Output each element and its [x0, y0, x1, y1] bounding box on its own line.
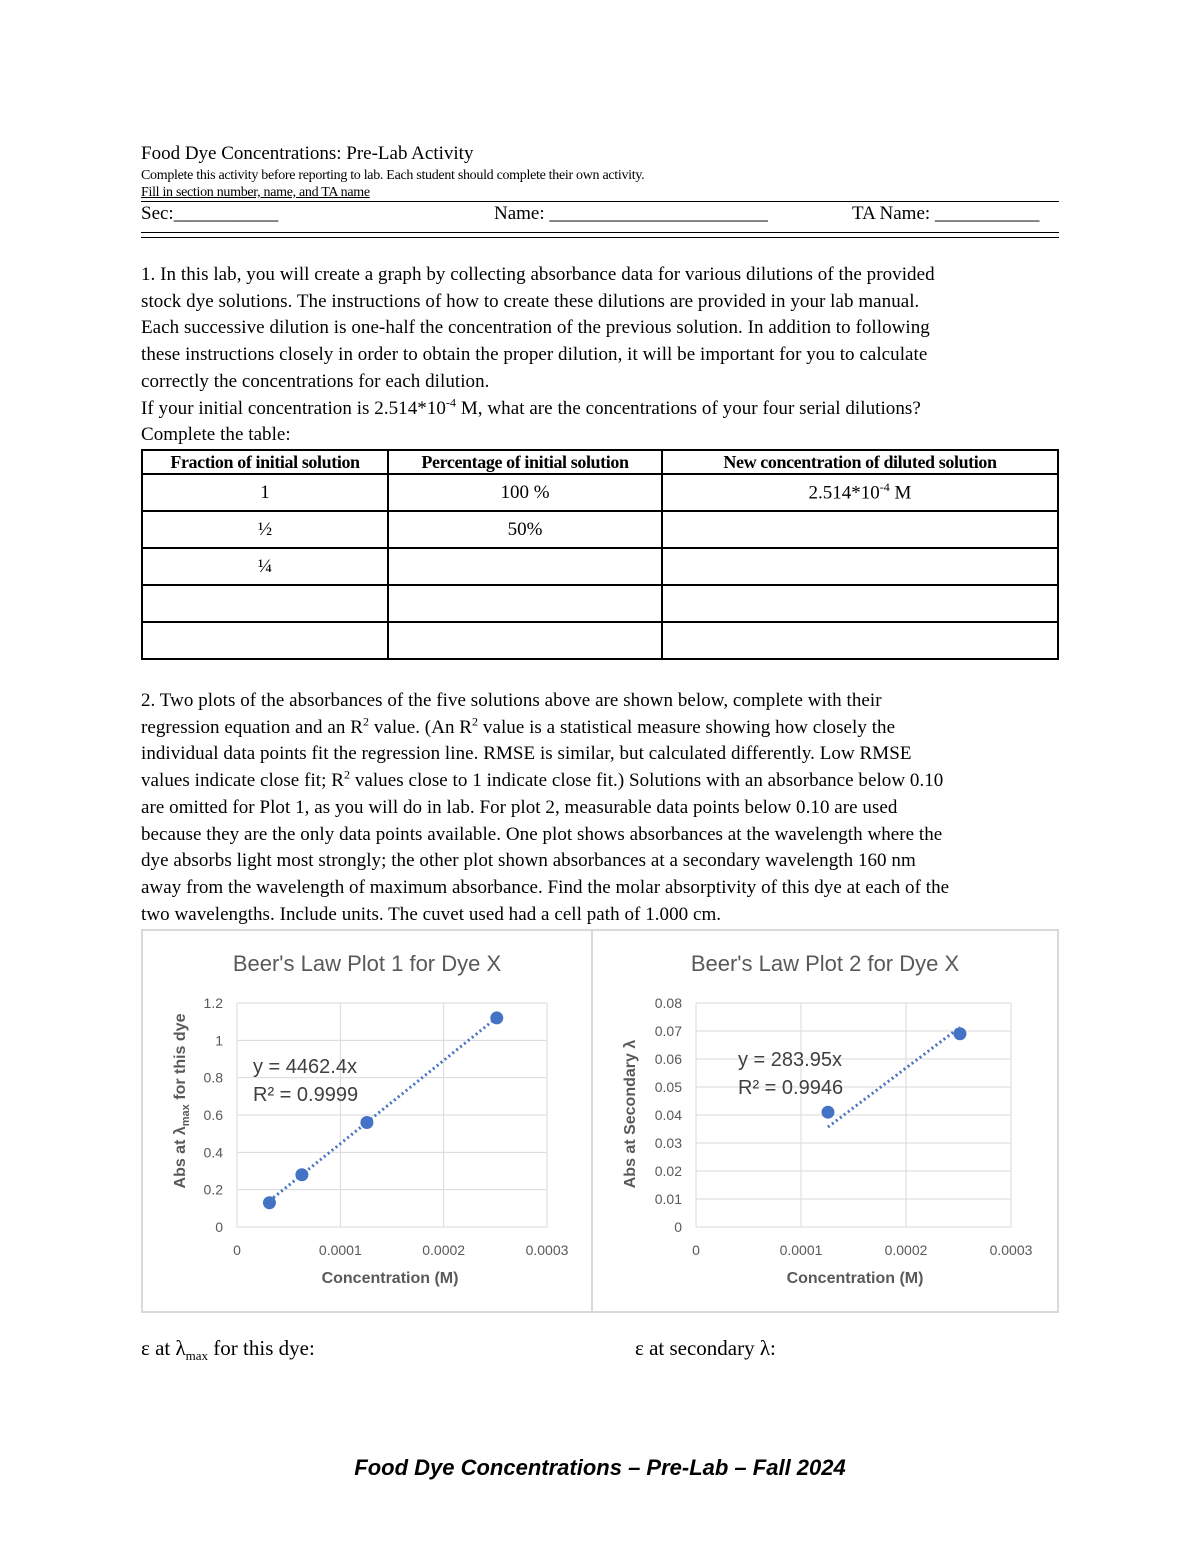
- y-tick-label: 0.05: [654, 1079, 682, 1095]
- chart-title: Beer's Law Plot 1 for Dye X: [232, 951, 502, 976]
- chart-plot-2-svg: [593, 931, 1057, 1311]
- q2-text: values indicate close fit; R: [141, 770, 344, 792]
- y-label-sub: max: [180, 1104, 192, 1127]
- prompt-text: for this dye:: [208, 1336, 315, 1360]
- superscript: 2: [343, 767, 351, 782]
- y-tick-label: 0.07: [654, 1023, 682, 1039]
- x-tick-label: 0.0001: [779, 1242, 823, 1258]
- data-point: [821, 1106, 834, 1119]
- y-tick-label: 0.6: [203, 1107, 223, 1123]
- q1-line: [141, 396, 1066, 423]
- y-tick-label: 0.01: [654, 1191, 682, 1207]
- table-row: [142, 511, 1058, 548]
- question-1: [141, 262, 1066, 449]
- divider: [141, 201, 1059, 202]
- data-point: [490, 1011, 503, 1024]
- q1-line: these instructions closely in order to obtain the proper dilution, it will be important for you to calculate: [141, 344, 928, 366]
- table-cell-input[interactable]: [388, 585, 662, 622]
- trendline-equation: y = 4462.4x: [253, 1056, 357, 1078]
- y-tick-label: 0.03: [654, 1135, 682, 1151]
- data-point: [953, 1027, 966, 1040]
- table-cell: 100 %: [388, 474, 662, 511]
- footer: Food Dye Concentrations – Pre-Lab – Fall 2024: [354, 1455, 846, 1480]
- q2-text: values close to 1 indicate close fit.) Solutions with an absorbance below 0.10: [350, 770, 944, 792]
- q2-line: because they are the only data points available. One plot shows absorbances at the wavelength where the: [141, 823, 943, 845]
- trendline-equation: y = 283.95x: [738, 1049, 842, 1071]
- table-cell: [662, 474, 1058, 511]
- r-squared-label: R² = 0.9999: [253, 1084, 359, 1106]
- table-row: [142, 548, 1058, 585]
- r-squared-label: R² = 0.9946: [738, 1077, 844, 1099]
- cell-text: M: [889, 482, 912, 504]
- q2-line: two wavelengths. Include units. The cuvet used had a cell path of 1.000 cm.: [141, 903, 722, 925]
- exponent: -4: [879, 480, 890, 495]
- chart-marks: [821, 1027, 966, 1127]
- table-cell-input[interactable]: [662, 548, 1058, 585]
- q1-line: stock dye solutions. The instructions of how to create these dilutions are provided in your lab manual.: [141, 290, 920, 312]
- exponent: -4: [445, 395, 457, 410]
- y-axis-label: [172, 1013, 192, 1188]
- q1-text: M, what are the concentrations of your four serial dilutions?: [456, 397, 921, 419]
- q2-text: value is a statistical measure showing how closely the: [478, 716, 896, 738]
- dilution-table: [141, 449, 1059, 660]
- table-cell-input[interactable]: [388, 622, 662, 659]
- prompt-text: ε at λ: [141, 1336, 186, 1360]
- y-tick-label: 1: [215, 1032, 223, 1049]
- superscript: 2: [472, 714, 479, 729]
- page-title: Food Dye Concentrations: Pre-Lab Activity: [141, 143, 474, 164]
- table-cell-input[interactable]: [142, 622, 388, 659]
- table-cell: ½: [142, 511, 388, 548]
- table-row: [142, 622, 1058, 659]
- chart-plot-1-svg: [143, 931, 591, 1311]
- name-field[interactable]: Name: _______________________: [494, 203, 768, 224]
- q2-line: [141, 715, 1066, 742]
- y-tick-label: 0.04: [654, 1107, 682, 1123]
- y-tick-label: 0.08: [654, 995, 682, 1011]
- y-label-part: Abs at λ: [172, 1126, 189, 1189]
- table-cell-input[interactable]: [388, 548, 662, 585]
- question-2: [141, 688, 1066, 928]
- prompt-sub: max: [185, 1348, 209, 1364]
- instructions-text: Complete this activity before reporting to lab. Each student should complete their own activity.: [141, 168, 645, 183]
- table-cell-input[interactable]: [662, 511, 1058, 548]
- y-tick-label: 0.4: [203, 1144, 223, 1161]
- y-tick-label: 1.2: [203, 995, 223, 1011]
- student-info-row: [141, 203, 1059, 231]
- table-cell: ¼: [142, 548, 388, 585]
- x-tick-label: 0.0002: [422, 1242, 466, 1258]
- table-row: [142, 585, 1058, 622]
- data-point: [360, 1116, 373, 1129]
- q1-line: correctly the concentrations for each dilution.: [141, 370, 490, 392]
- table-cell: 1: [142, 474, 388, 511]
- double-divider: [141, 232, 1059, 238]
- section-field[interactable]: Sec:___________: [141, 203, 279, 224]
- table-cell-input[interactable]: [142, 585, 388, 622]
- superscript: 2: [362, 714, 370, 729]
- q2-text: regression equation and an R: [141, 716, 363, 738]
- q2-line: 2. Two plots of the absorbances of the five solutions above are shown below, complete with their: [141, 690, 882, 711]
- epsilon-secondary-prompt[interactable]: ε at secondary λ:: [635, 1336, 776, 1360]
- table-header-row: [142, 450, 1058, 474]
- y-tick-label: 0: [215, 1219, 223, 1235]
- q1-line: Complete the table:: [141, 424, 291, 446]
- x-tick-label: 0.0003: [525, 1242, 569, 1258]
- q2-line: away from the wavelength of maximum absorbance. Find the molar absorptivity of this dye at each of the: [141, 876, 950, 898]
- grid: [204, 995, 569, 1258]
- q2-line: [141, 768, 1066, 795]
- column-header: Fraction of initial solution: [142, 450, 388, 474]
- x-tick-label: 0.0001: [318, 1242, 362, 1258]
- y-tick-label: 0.06: [654, 1051, 682, 1067]
- chart-marks: [263, 1011, 503, 1209]
- q2-line: dye absorbs light most strongly; the other plot shown absorbances at a secondary wavelength 160 nm: [141, 850, 916, 872]
- trendline: [828, 1027, 960, 1127]
- cell-text: 2.514*10: [808, 482, 880, 504]
- table-cell-input[interactable]: [662, 622, 1058, 659]
- epsilon-max-prompt[interactable]: [141, 1336, 315, 1364]
- q1-line: 1. In this lab, you will create a graph by collecting absorbance data for various dilutions of the provided: [141, 264, 935, 285]
- y-axis-label: Abs at Secondary λ: [622, 1039, 639, 1189]
- ta-name-field[interactable]: TA Name: ___________: [852, 203, 1040, 224]
- y-tick-label: 0.8: [203, 1069, 223, 1086]
- x-tick-label: 0.0003: [989, 1242, 1033, 1258]
- x-tick-label: 0: [233, 1242, 241, 1258]
- table-row: [142, 474, 1058, 511]
- fill-instruction: Fill in section number, name, and TA name: [141, 185, 370, 200]
- x-axis-label: Concentration (M): [786, 1270, 924, 1287]
- q1-line: Each successive dilution is one-half the concentration of the previous solution. In addition to following: [141, 317, 930, 339]
- q2-line: are omitted for Plot 1, as you will do in lab. For plot 2, measurable data points below 0.10 are used: [141, 796, 898, 818]
- q2-line: individual data points fit the regression line. RMSE is similar, but calculated differently. Low RMSE: [141, 743, 912, 765]
- chart-plot-1: [141, 929, 593, 1313]
- data-point: [295, 1168, 308, 1181]
- chart-title: Beer's Law Plot 2 for Dye X: [690, 951, 960, 976]
- y-tick-label: 0.02: [654, 1163, 682, 1179]
- column-header: Percentage of initial solution: [388, 450, 662, 474]
- chart-plot-2: [591, 929, 1059, 1313]
- table-cell-input[interactable]: [662, 585, 1058, 622]
- q1-text: If your initial concentration is 2.514*10: [141, 397, 446, 419]
- y-tick-label: 0.2: [203, 1181, 223, 1198]
- x-tick-label: 0: [692, 1242, 700, 1258]
- y-tick-label: 0: [674, 1219, 682, 1235]
- grid: [655, 995, 1033, 1258]
- q2-text: value. (An R: [369, 716, 473, 738]
- x-tick-label: 0.0002: [884, 1242, 928, 1258]
- data-point: [263, 1196, 276, 1209]
- table-cell: 50%: [388, 511, 662, 548]
- column-header: New concentration of diluted solution: [662, 450, 1058, 474]
- y-label-part: for this dye: [172, 1013, 189, 1105]
- x-axis-label: Concentration (M): [321, 1270, 459, 1287]
